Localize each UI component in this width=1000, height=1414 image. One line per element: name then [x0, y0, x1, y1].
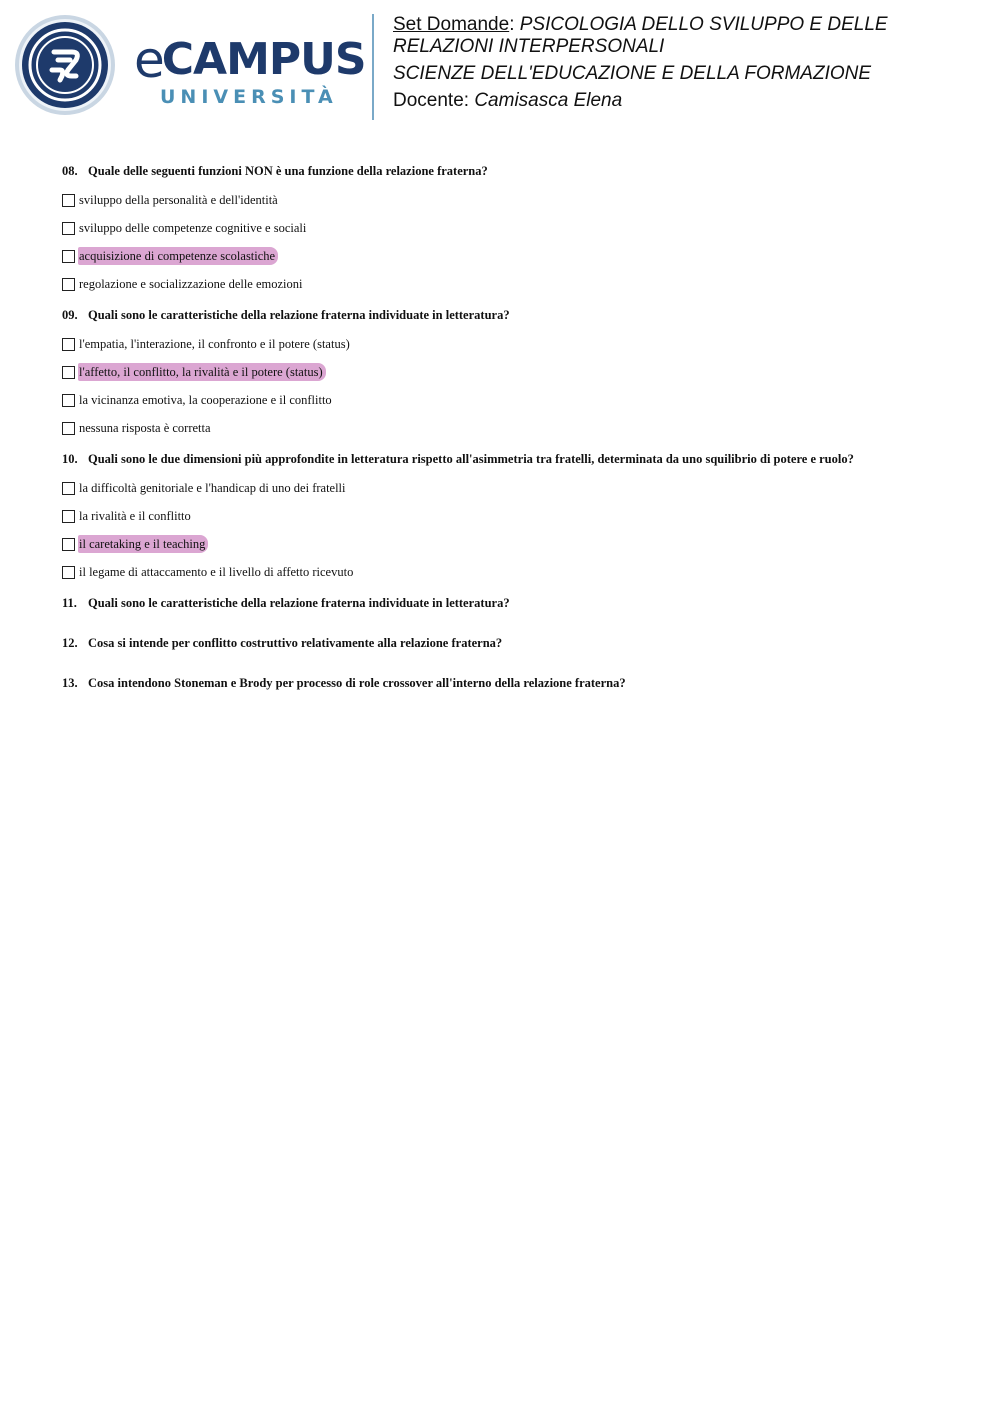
answer-option[interactable] — [62, 214, 962, 242]
answer-option[interactable] — [62, 474, 962, 502]
answer-text-highlighted: l'affetto, il conflitto, la rivalità e il potere (status) — [78, 363, 326, 381]
document-header — [393, 14, 993, 112]
question-title — [62, 672, 962, 694]
answer-text: sviluppo della personalità e dell'identità — [79, 193, 278, 207]
question-title — [62, 304, 962, 326]
ecampus-seal-logo — [14, 14, 116, 116]
brand-name — [134, 31, 366, 89]
answer-text: la rivalità e il conflitto — [79, 509, 191, 523]
brand-subtitle: UNIVERSITÀ — [160, 86, 338, 108]
checkbox[interactable] — [62, 538, 75, 551]
answer-text: la vicinanza emotiva, la cooperazione e il conflitto — [79, 393, 332, 407]
question-title — [62, 592, 962, 614]
checkbox[interactable] — [62, 510, 75, 523]
answer-text: sviluppo delle competenze cognitive e sociali — [79, 221, 307, 235]
set-colon: : — [509, 14, 515, 35]
question-10 — [62, 448, 962, 586]
answer-text-highlighted: il caretaking e il teaching — [78, 535, 208, 553]
checkbox[interactable] — [62, 566, 75, 579]
question-title — [62, 448, 962, 470]
answer-option-highlighted[interactable] — [62, 530, 962, 558]
brand-e: e — [134, 31, 164, 89]
question-list — [62, 160, 962, 712]
question-08 — [62, 160, 962, 298]
answer-option[interactable] — [62, 558, 962, 586]
answer-text: il legame di attaccamento e il livello di affetto ricevuto — [79, 565, 354, 579]
checkbox[interactable] — [62, 338, 75, 351]
answer-text: nessuna risposta è corretta — [79, 421, 211, 435]
answer-text-highlighted: acquisizione di competenze scolastiche — [78, 247, 278, 265]
faculty-name: SCIENZE DELL'EDUCAZIONE E DELLA FORMAZIONE — [393, 63, 872, 84]
question-number: 09. — [62, 308, 78, 322]
answer-option[interactable] — [62, 414, 962, 442]
question-number: 13. — [62, 676, 78, 690]
answer-text: la difficoltà genitoriale e l'handicap di uno dei fratelli — [79, 481, 346, 495]
answer-option[interactable] — [62, 502, 962, 530]
checkbox[interactable] — [62, 366, 75, 379]
teacher-label: Docente: — [393, 90, 470, 111]
question-09 — [62, 304, 962, 442]
question-number: 12. — [62, 636, 78, 650]
question-13 — [62, 672, 962, 712]
question-text: Cosa si intende per conflitto costruttivo relativamente alla relazione fraterna? — [88, 636, 503, 650]
question-text: Cosa intendono Stoneman e Brody per processo di role crossover all'interno della relazione fraterna? — [88, 676, 626, 690]
answer-text: l'empatia, l'interazione, il confronto e il potere (status) — [79, 337, 350, 351]
question-text: Quale delle seguenti funzioni NON è una funzione della relazione fraterna? — [88, 164, 488, 178]
checkbox[interactable] — [62, 194, 75, 207]
answer-option[interactable] — [62, 386, 962, 414]
teacher-name: Camisasca Elena — [474, 90, 623, 111]
question-number: 08. — [62, 164, 78, 178]
answer-option[interactable] — [62, 186, 962, 214]
question-number: 11. — [62, 596, 77, 610]
ecampus-wordmark — [134, 31, 366, 108]
question-text: Quali sono le caratteristiche della relazione fraterna individuate in letteratura? — [88, 308, 510, 322]
checkbox[interactable] — [62, 222, 75, 235]
question-title — [62, 160, 962, 182]
checkbox[interactable] — [62, 250, 75, 263]
answer-text: regolazione e socializzazione delle emozioni — [79, 277, 303, 291]
course-title: PSICOLOGIA DELLO SVILUPPO E DELLE RELAZIONI INTERPERSONALI — [393, 14, 888, 57]
set-label: Set Domande — [393, 14, 510, 35]
question-text: Quali sono le caratteristiche della relazione fraterna individuate in letteratura? — [88, 596, 510, 610]
answer-option-highlighted[interactable] — [62, 358, 962, 386]
course-line — [393, 14, 993, 58]
answer-option[interactable] — [62, 330, 962, 358]
checkbox[interactable] — [62, 278, 75, 291]
question-title — [62, 632, 962, 654]
brand-rest: CAMPUS — [161, 34, 366, 85]
checkbox[interactable] — [62, 482, 75, 495]
question-number: 10. — [62, 452, 78, 466]
answer-option-highlighted[interactable] — [62, 242, 962, 270]
question-text: Quali sono le due dimensioni più approfondite in letteratura rispetto all'asimmetria tra fratelli, determinata da uno squilibrio di potere e ruolo? — [88, 452, 854, 466]
header-divider — [372, 14, 374, 120]
teacher-line — [393, 90, 993, 112]
question-11 — [62, 592, 962, 632]
checkbox[interactable] — [62, 394, 75, 407]
checkbox[interactable] — [62, 422, 75, 435]
answer-option[interactable] — [62, 270, 962, 298]
question-12 — [62, 632, 962, 672]
